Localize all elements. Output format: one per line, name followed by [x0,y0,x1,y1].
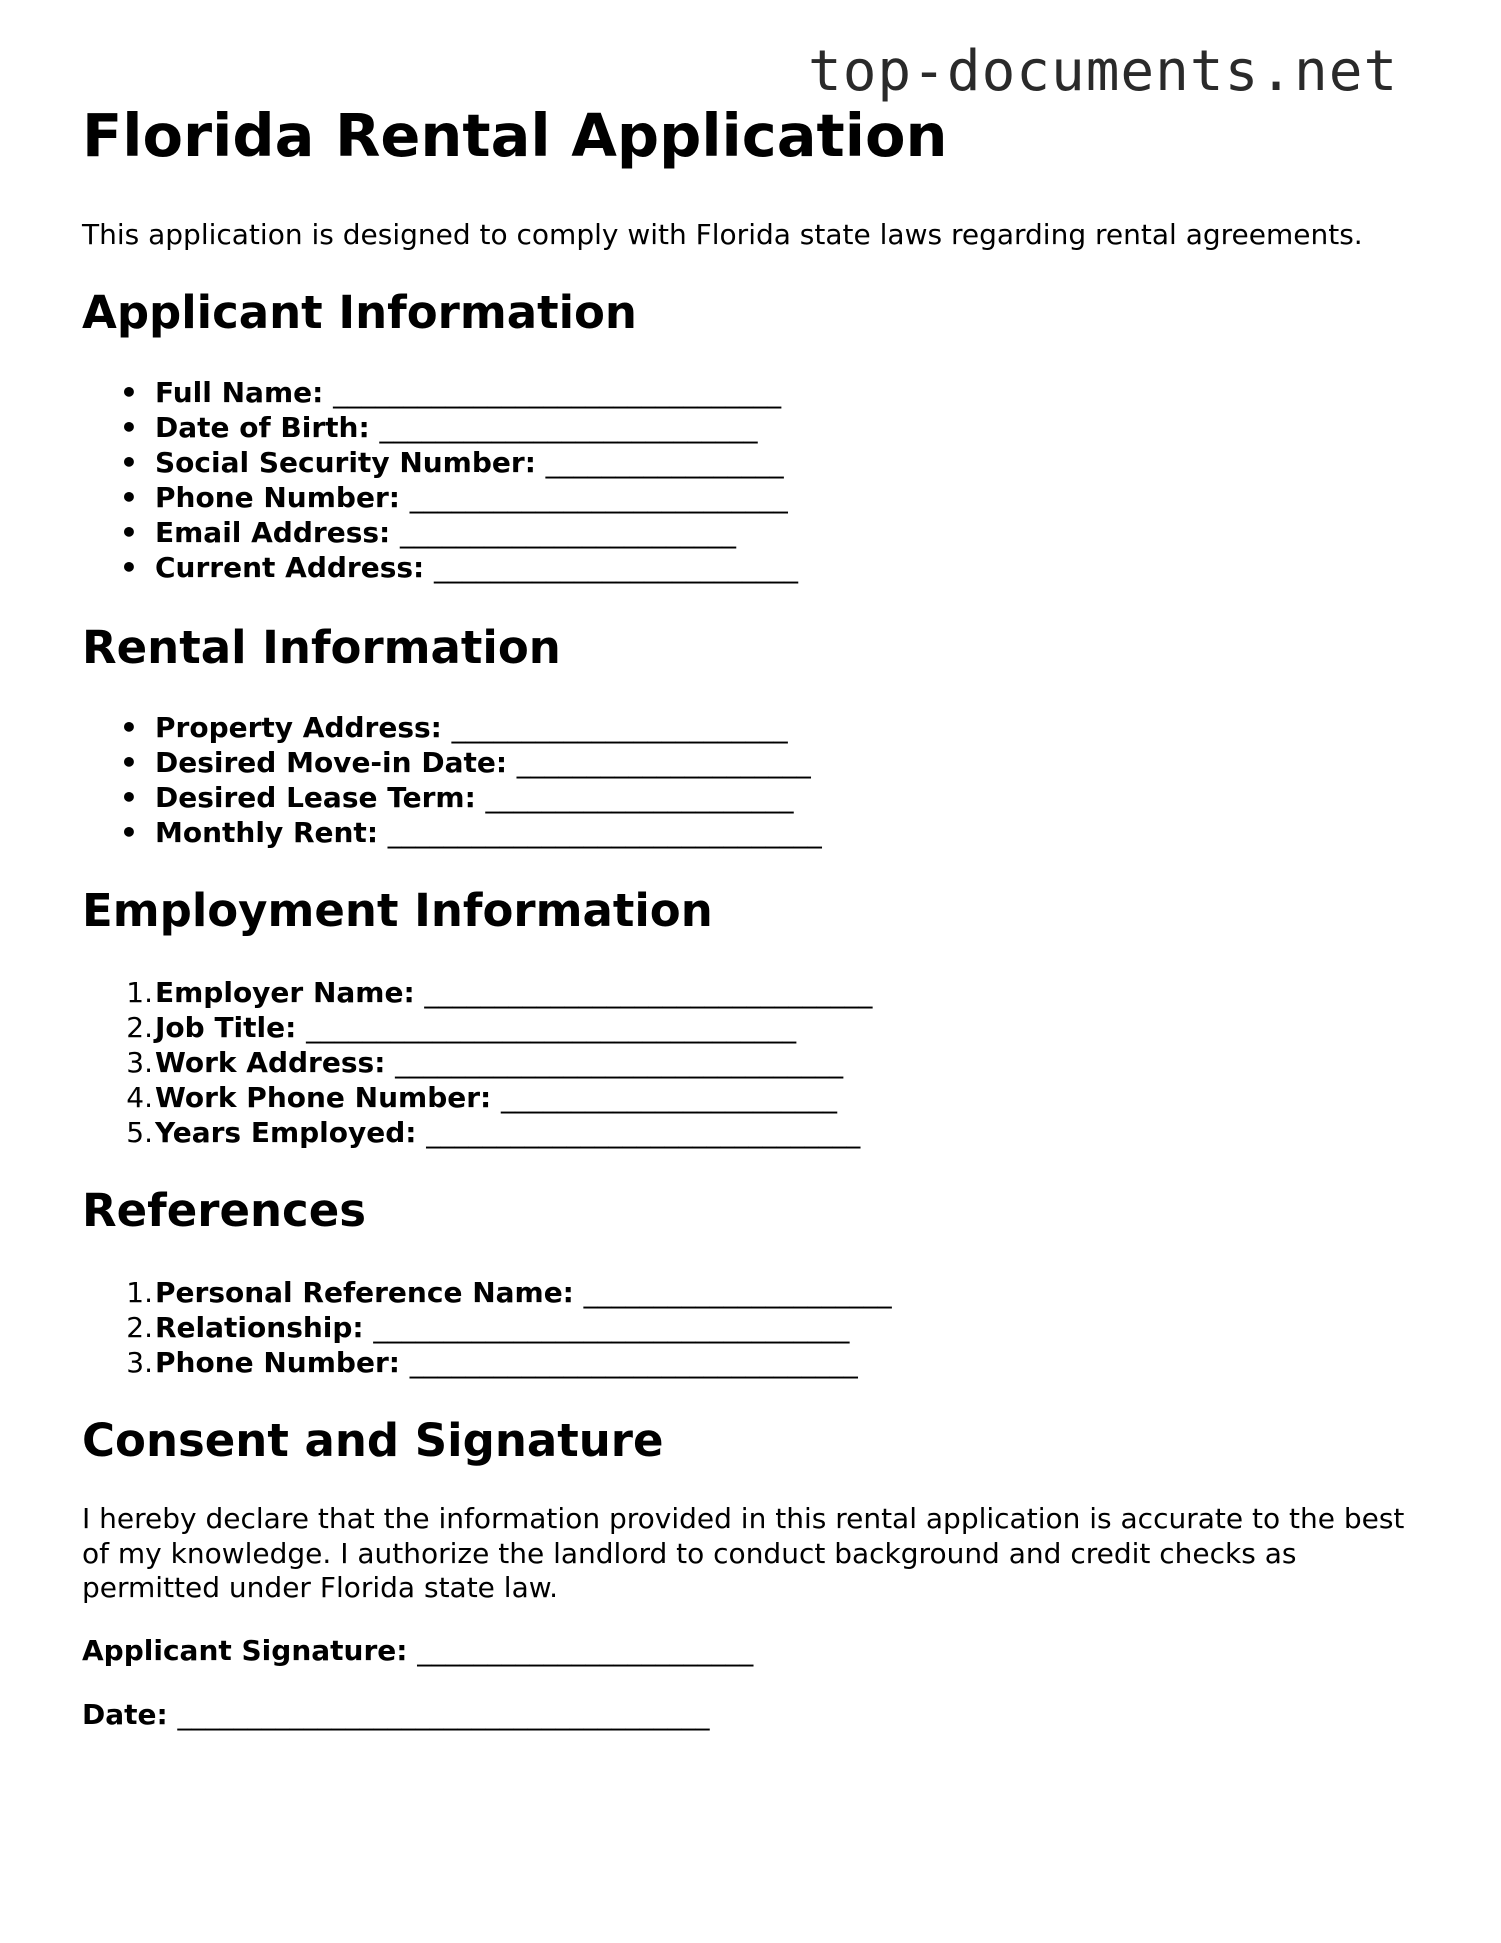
fill-in-line: ________________________ [451,711,788,744]
signature-label: Applicant Signature: [82,1634,408,1667]
bullet-icon: • [120,551,138,584]
list-number: 1. [126,1276,153,1309]
list-item [82,410,798,445]
signature-line [82,1634,753,1668]
list-item [82,375,798,410]
fill-in-line: ________________________ [501,1081,837,1114]
fill-in-line: ______________________________________ [177,1698,710,1731]
field-label: Email Address: [155,516,391,549]
list-item [82,550,798,585]
employment-field-list [82,975,872,1150]
fill-in-line: _______________________________ [426,1116,861,1149]
intro-paragraph: This application is designed to comply with Florida state laws regarding rental agreements. [82,218,1363,251]
list-item [82,515,798,550]
field-label: Desired Move-in Date: [155,746,508,779]
bullet-icon: • [120,411,138,444]
list-number: 1. [126,976,153,1009]
list-item [82,1345,892,1380]
list-number: 5. [126,1116,153,1149]
bullet-icon: • [120,711,138,744]
list-number: 2. [126,1311,153,1344]
list-item [82,710,822,745]
field-label: Phone Number: [155,481,400,514]
employment-section-heading: Employment Information [82,884,713,937]
fill-in-line: ___________________________ [409,481,788,514]
consent-section-heading: Consent and Signature [82,1414,664,1467]
field-label: Phone Number: [155,1346,400,1379]
rental-field-list [82,710,822,850]
date-line [82,1698,709,1732]
fill-in-line: _____________________ [516,746,811,779]
fill-in-line: ______________________ [583,1276,892,1309]
fill-in-line: ______________________ [485,781,794,814]
list-item [82,480,798,515]
field-label: Personal Reference Name: [155,1276,574,1309]
field-label: Work Address: [155,1046,386,1079]
field-label: Property Address: [155,711,442,744]
list-item [82,1115,872,1150]
bullet-icon: • [120,376,138,409]
list-item [82,815,822,850]
list-number: 4. [126,1081,153,1114]
list-item [82,1080,872,1115]
applicant-field-list [82,375,798,585]
list-item [82,975,872,1010]
field-label: Full Name: [155,376,324,409]
fill-in-line: ________________________ [399,516,736,549]
bullet-icon: • [120,746,138,779]
references-section-heading: References [82,1184,366,1237]
field-label: Employer Name: [155,976,415,1009]
document-title: Florida Rental Application [82,101,948,170]
list-item [82,745,822,780]
list-item [82,1275,892,1310]
field-label: Job Title: [155,1011,297,1044]
list-item [82,1310,892,1345]
list-number: 2. [126,1011,153,1044]
field-label: Current Address: [155,551,425,584]
list-item [82,1010,872,1045]
list-item [82,1045,872,1080]
fill-in-line: _______________________________ [387,816,822,849]
applicant-section-heading: Applicant Information [82,286,637,339]
consent-paragraph: I hereby declare that the information provided in this rental application is accurate to the best of my knowledge. I authorize the landlord to conduct background and credit checks as permitted under Florida state law. [82,1502,1405,1604]
field-label: Social Security Number: [155,446,536,479]
field-label: Monthly Rent: [155,816,379,849]
fill-in-line: ________________________________ [424,976,873,1009]
date-label: Date: [82,1698,168,1731]
bullet-icon: • [120,516,138,549]
bullet-icon: • [120,446,138,479]
field-label: Years Employed: [155,1116,417,1149]
list-number: 3. [126,1046,153,1079]
fill-in-line: __________________________ [434,551,798,584]
bullet-icon: • [120,816,138,849]
rental-section-heading: Rental Information [82,621,561,674]
fill-in-line: ___________________________________ [306,1011,797,1044]
list-item [82,780,822,815]
bullet-icon: • [120,781,138,814]
list-number: 3. [126,1346,153,1379]
field-label: Work Phone Number: [155,1081,492,1114]
fill-in-line: ________________________________ [395,1046,844,1079]
field-label: Date of Birth: [155,411,370,444]
fill-in-line: ________________________________ [333,376,782,409]
fill-in-line: ________________________ [417,1634,754,1667]
field-label: Relationship: [155,1311,364,1344]
field-label: Desired Lease Term: [155,781,476,814]
fill-in-line: _________________ [545,446,784,479]
list-item [82,445,798,480]
bullet-icon: • [120,481,138,514]
fill-in-line: ________________________________ [409,1346,858,1379]
watermark: top-documents.net [808,39,1399,104]
fill-in-line: ___________________________ [379,411,758,444]
references-field-list [82,1275,892,1380]
fill-in-line: __________________________________ [373,1311,850,1344]
